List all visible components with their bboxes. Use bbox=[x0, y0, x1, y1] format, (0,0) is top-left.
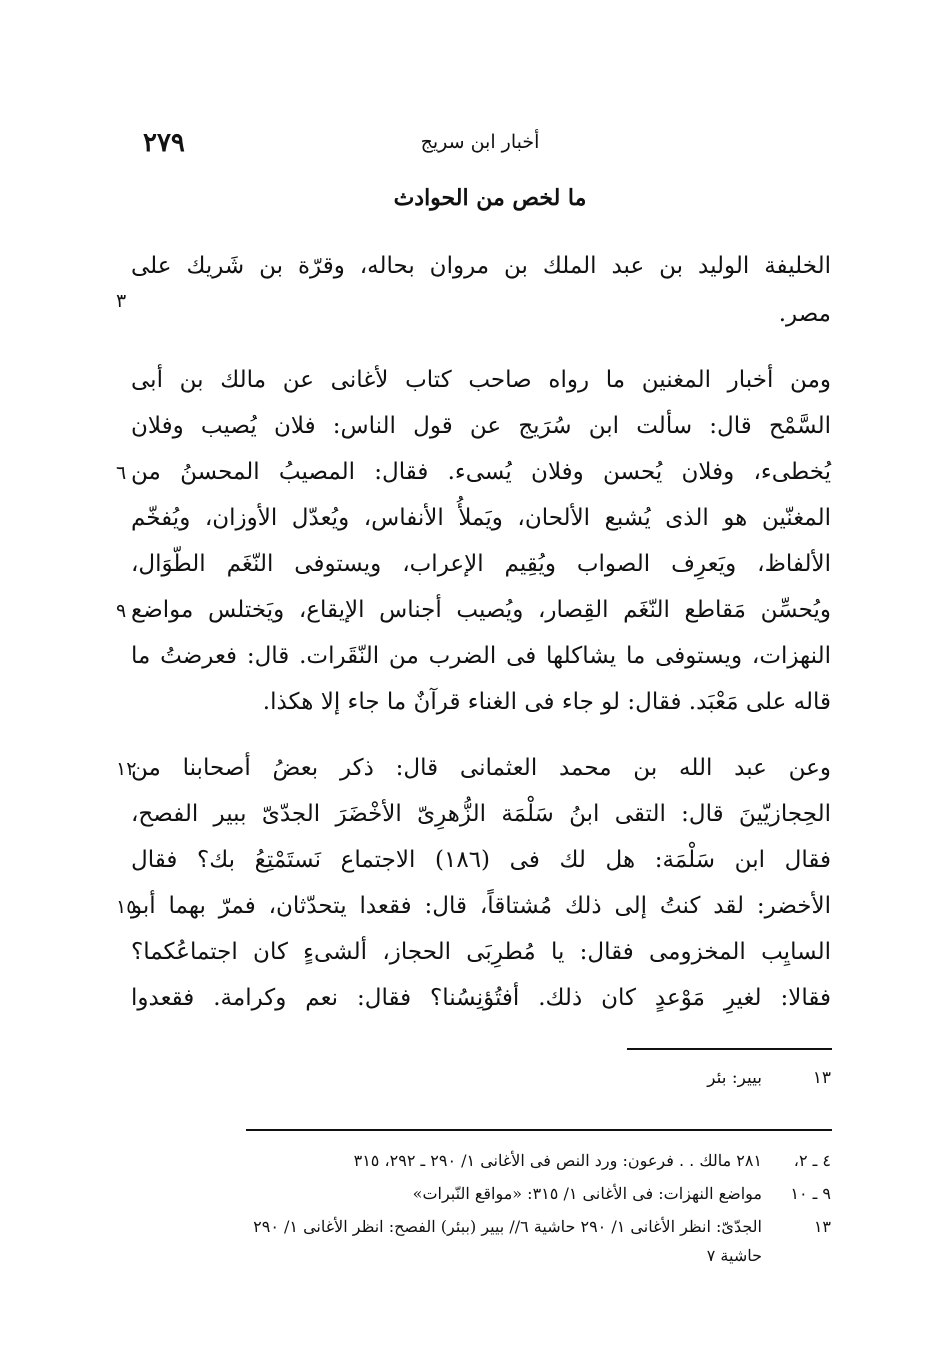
text-line: وعن عبد الله بن محمد العثمانى قال: ذكر بعضُ أصحابنا من bbox=[131, 755, 831, 781]
text-line: النهزات، ويستوفى ما يشاكلها فى الضرب من النّقَرات. قال: فعرضتُ ما bbox=[131, 643, 831, 669]
text-line: السايِب المخزومى فقال: يا مُطرِبَى الحجاز، ألشىءٍ كان اجتماعُكما؟ bbox=[131, 939, 831, 965]
text-line: الحِجازيّينَ قال: التقى ابنُ سَلْمَة الزُّهرِىّ الأخْضَرَ الجدّىّ ببير الفصح، bbox=[131, 801, 831, 827]
apparatus-note bbox=[354, 1148, 831, 1174]
apparatus-note-number: ٤ ـ ٢، bbox=[793, 1151, 831, 1170]
text-line: فقال ابن سَلْمَة: هل لك فى (١٨٦) الاجتماع نَستَمْتِعُ بك؟ فقال bbox=[131, 847, 831, 873]
variant-note-number: ١٣ bbox=[812, 1068, 831, 1088]
text-line: الأخضر: لقد كنتُ إلى ذلك مُشتاقاً، قال: فقعدا يتحدّثان، فمرّ بهما أبو bbox=[131, 893, 831, 919]
apparatus-note-text: مواضع النهزات: فى الأغانى ١/ ٣١٥: «مواقع النّبرات» bbox=[412, 1184, 762, 1203]
margin-line-number: ١٢ bbox=[116, 758, 137, 780]
apparatus-note-number: ٩ ـ ١٠ bbox=[790, 1184, 831, 1203]
apparatus-note-text: حاشية ٧ bbox=[706, 1246, 762, 1265]
margin-line-number: ٩ bbox=[116, 600, 127, 622]
text-line: الألفاظ، ويَعرِف الصواب ويُقِيم الإعراب، ويستوفى النّغَم الطّوَال، bbox=[131, 551, 831, 577]
text-line: المغنّين هو الذى يُشبع الألحان، ويَملأُ الأنفاس، ويُعدّل الأوزان، ويُفخّم bbox=[131, 505, 831, 531]
apparatus-note bbox=[707, 1243, 831, 1269]
variant-note-text: بيير: بئر bbox=[707, 1068, 762, 1088]
apparatus-note-text: الجدّىّ: انظر الأغانى ١/ ٢٩٠ حاشية ٦// بيير (ببئر) الفصح: انظر الأغانى ١/ ٢٩٠ bbox=[253, 1217, 762, 1236]
variant-note bbox=[707, 1068, 831, 1088]
text-line: السَّمْح قال: سألت ابن سُرَيج عن قول الناس: فلان يُصيب وفلان bbox=[131, 413, 831, 439]
text-line: ويُحسِّن مَقاطع النّغَم القِصار، ويُصيب أجناس الإيقاع، ويَختلس مواضع bbox=[131, 597, 831, 623]
margin-line-number: ٣ bbox=[116, 290, 127, 312]
text-line: يُخطىء، وفلان يُحسن وفلان يُسىء. فقال: المصيبُ المحسنُ من bbox=[131, 459, 831, 485]
apparatus-rule bbox=[246, 1129, 832, 1131]
apparatus-note-text: ٢٨١ مالك . . فرعون: ورد النص فى الأغانى ١/ ٢٩٠ ـ ٢٩٢، ٣١٥ bbox=[353, 1151, 762, 1170]
text-line: الخليفة الوليد بن عبد الملك بن مروان بحاله، وقرّة بن شَريك على bbox=[131, 253, 831, 279]
margin-line-number: ٦ bbox=[116, 462, 127, 484]
text-line: فقالا: لغيرِ مَوْعدٍ كان ذلك. أفتُؤنِسُنا؟ فقال: نعم وكرامة. فقعدوا bbox=[131, 985, 831, 1011]
margin-line-number: ١٥ bbox=[116, 896, 137, 918]
apparatus-note bbox=[413, 1181, 831, 1207]
section-title: ما لخص من الحوادث bbox=[393, 185, 587, 211]
running-header: أخبار ابن سريج bbox=[420, 131, 540, 153]
page-number: ٢٧٩ bbox=[143, 128, 185, 158]
text-line: مصر. bbox=[778, 301, 831, 327]
apparatus-note bbox=[253, 1214, 831, 1240]
apparatus-note-number: ١٣ bbox=[813, 1217, 831, 1236]
footnote-rule bbox=[627, 1048, 832, 1050]
text-line: قاله على مَعْبَد. فقال: لو جاء فى الغناء قرآنٌ ما جاء إلا هكذا. bbox=[262, 689, 831, 715]
text-line: ومن أخبار المغنين ما رواه صاحب كتاب لأغانى عن مالك بن أبى bbox=[131, 367, 831, 393]
